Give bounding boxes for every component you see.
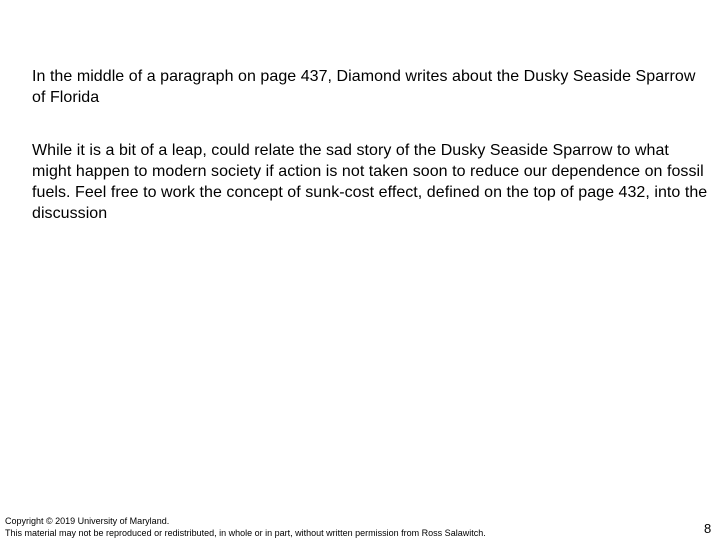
body-paragraph-2: While it is a bit of a leap, could relate the sad story of the Dusky Seaside Sparrow to what might happen to modern society if action is not taken soon to reduce our dependence on fossil fuels. Feel free to work the concept of sunk-cost effect, defined on the top of page 432, into the discussion <box>32 142 708 222</box>
body-paragraph-1: In the middle of a paragraph on page 437, Diamond writes about the Dusky Seaside Sparrow of Florida <box>32 68 696 106</box>
reproduction-notice: This material may not be reproduced or redistributed, in whole or in part, without written permission from Ross Salawitch. <box>5 528 486 538</box>
page-number: 8 <box>704 521 712 536</box>
footer <box>5 515 486 539</box>
copyright-line: Copyright © 2019 University of Maryland. <box>5 516 170 526</box>
